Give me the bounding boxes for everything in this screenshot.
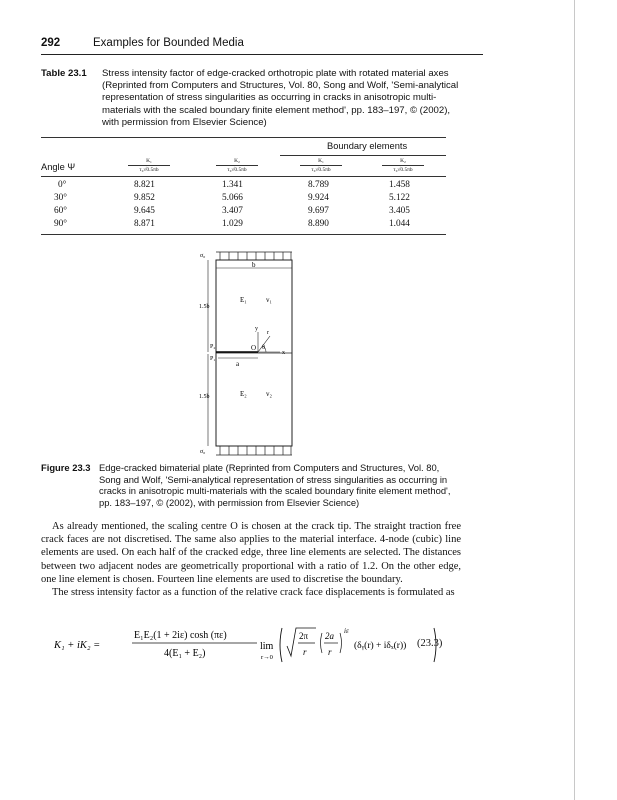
table-angle-header: Angle Ψ — [41, 162, 76, 172]
table-top-rule — [41, 137, 446, 138]
table-header-col1 — [128, 158, 170, 173]
table-caption-text: Stress intensity factor of edge-cracked orthotropic plate with rotated material axes (Reprinted from Computers and Structures, Vol. 80, Song and Wolf, 'Semi-analytical representation of stress singularities as occurring in cracks in anisotropic multi-materials with the scaled boundary finite element method', pp. 183–197, © (2002), with permission from Elsevier Science) — [102, 68, 459, 128]
eq-inner-paren-close — [340, 633, 342, 653]
equation-23-3 — [54, 622, 474, 668]
header-rule — [41, 54, 483, 55]
running-head: Examples for Bounded Media — [93, 37, 244, 49]
width-label: b — [252, 261, 256, 269]
table-group-rule — [280, 155, 446, 156]
table-cell: 9.924 — [308, 193, 329, 203]
table-cell: 1.341 — [222, 180, 243, 190]
bottom-load-arrows — [216, 446, 292, 455]
eq-lhs: K₁ + iK₂ = — [54, 640, 101, 651]
table-cell: 5.122 — [389, 193, 410, 203]
material-top-E-label: E₁ — [240, 296, 247, 304]
table-cell: 9.645 — [134, 206, 155, 216]
height-top-label: 1.5b — [199, 304, 210, 310]
table-cell: 8.789 — [308, 180, 329, 190]
table-header-col4 — [382, 158, 424, 173]
paragraph-1: As already mentioned, the scaling centre O is chosen at the crack tip. The straight traction free crack faces are not discretised. The same also applies to the material interface. 4-node (cubic) line elements are used. On each half of the cracked edge, three line elements are selected. The distances between two adjacent nodes are geometrically proportional with a ratio of 1.2. On the other edge, one line element is chosen. Fourteen line elements are used to discretise the boundary. — [41, 521, 461, 585]
col2-num: K₂ — [234, 158, 240, 164]
col1-den: τ₀√0.5πb — [139, 167, 159, 173]
eq-exponent: iε — [344, 627, 349, 635]
material-top-v-label: v₁ — [266, 296, 272, 304]
equation-number: (23.3) — [417, 638, 443, 649]
eq-numerator: E₁E₂(1 + 2iε) cosh (πε) — [134, 630, 227, 641]
material-bottom-v-label: v₂ — [266, 390, 272, 398]
table-cell: 9.697 — [308, 206, 329, 216]
sigma-bottom-label: σ₀ — [200, 449, 206, 455]
origin-label: O — [251, 344, 257, 352]
col1-num: K₁ — [146, 158, 152, 164]
eq-frac-num: 2a — [325, 631, 334, 641]
radius-label: r — [267, 330, 269, 336]
eq-sqrt-num: 2π — [299, 631, 309, 641]
table-cell: 8.890 — [308, 219, 329, 229]
table-cell: 1.029 — [222, 219, 243, 229]
table-cell: 8.871 — [134, 219, 155, 229]
figure-caption-text: Edge-cracked bimaterial plate (Reprinted from Computers and Structures, Vol. 80, Song and Wolf, 'Semi-analytical representation of stress singularities as occurring in cracks in anisotropic multi-materials with the scaled boundary finite element method', pp. 183–197, © (2002), with permission from Elsevier Science) — [99, 462, 451, 508]
table-cell: 1.458 — [389, 180, 410, 190]
eq-paren-open — [280, 628, 282, 662]
table-cell: 9.852 — [134, 193, 155, 203]
table-bottom-rule — [41, 234, 446, 235]
eq-inner-paren-open — [321, 633, 323, 653]
col4-num: K₂ — [400, 158, 406, 164]
col3-den: τ₀√0.5πb — [311, 167, 331, 173]
eq-lim-sub: r→0 — [261, 654, 273, 661]
paragraph-2: The stress intensity factor as a function of the relative crack face displacements is formulated as — [52, 587, 455, 599]
axis-x-label: x — [282, 350, 285, 356]
figure-label: Figure 23.3 — [41, 462, 91, 473]
table-header-rule — [41, 176, 446, 177]
table-cell: 3.407 — [222, 206, 243, 216]
height-bottom-label: 1.5b — [199, 394, 210, 400]
eq-denominator: 4(E₁ + E₂) — [164, 648, 206, 659]
col2-den: τ₀√0.5πb — [227, 167, 247, 173]
eq-lim: lim — [260, 641, 274, 652]
table-label: Table 23.1 — [41, 68, 87, 79]
col3-num: K₁ — [318, 158, 324, 164]
angle-label: θ — [262, 345, 265, 351]
eq-tail: (δᵧ(r) + iδₓ(r)) — [354, 641, 407, 651]
top-load-arrows — [216, 252, 292, 260]
table-cell: 3.405 — [389, 206, 410, 216]
row-angle: 60° — [54, 206, 68, 216]
row-angle: 0° — [58, 180, 67, 190]
table-header-col2 — [216, 158, 258, 173]
table-header-col3 — [300, 158, 342, 173]
page-edge-rule — [574, 0, 575, 800]
table-cell: 5.066 — [222, 193, 243, 203]
eq-sqrt-den: r — [303, 647, 307, 657]
point-p1-label: P₁ — [210, 356, 216, 362]
page-number: 292 — [41, 37, 61, 49]
point-p2-label: P₂ — [210, 344, 216, 350]
material-bottom-E-label: E₂ — [240, 390, 247, 398]
sigma-top-label: σ₀ — [200, 253, 206, 259]
bimaterial-plate-figure — [196, 248, 302, 458]
table-cell: 1.044 — [389, 219, 410, 229]
axis-y-label: y — [255, 326, 258, 332]
col4-den: τ₀√0.5πb — [393, 167, 413, 173]
table-cell: 8.821 — [134, 180, 155, 190]
row-angle: 30° — [54, 193, 68, 203]
table-group-header: Boundary elements — [327, 141, 408, 151]
crack-length-label: a — [236, 360, 240, 368]
row-angle: 90° — [54, 219, 68, 229]
eq-frac-den: r — [328, 647, 332, 657]
body-text — [41, 520, 461, 599]
